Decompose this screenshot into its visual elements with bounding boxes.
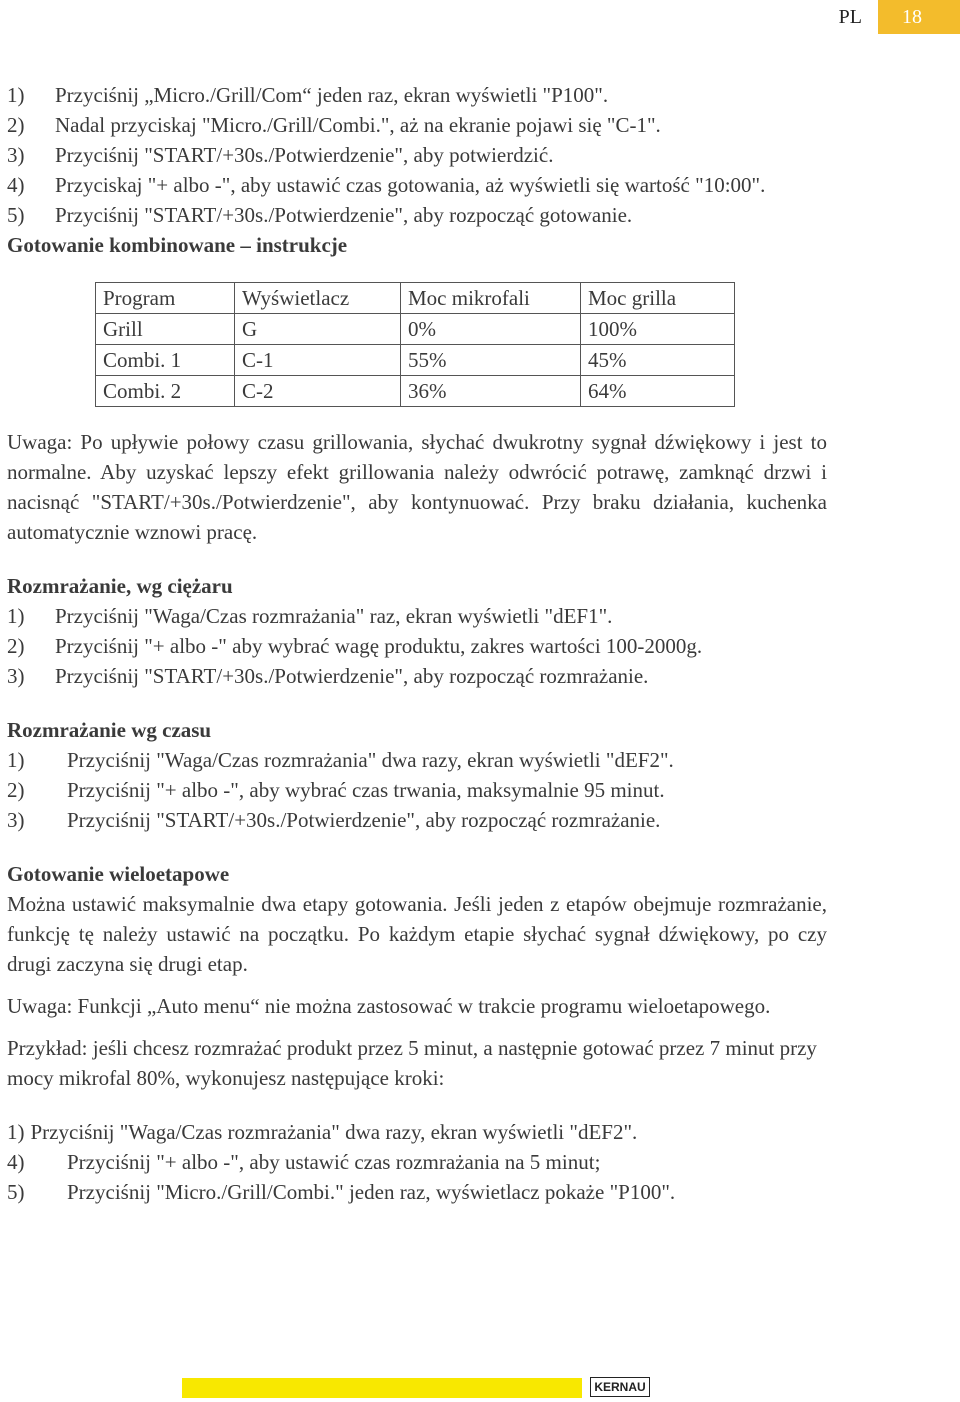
list-item: 2) Przyciśnij "+ albo -", aby wybrać czas trwania, maksymalnie 95 minut. — [7, 778, 665, 802]
list-item: 3) Przyciśnij "START/+30s./Potwierdzenie", aby rozpocząć rozmrażanie. — [7, 808, 661, 832]
multistage-paragraph: Można ustawić maksymalnie dwa etapy gotowania. Jeśli jeden z etapów obejmuje rozmrażanie, funkcję tę należy ustawić na początku. Po każdym etapie słychać sygnał dźwiękowy, po czy drugi zaczyna się drugi etap. — [7, 892, 827, 976]
table-header-cell: Wyświetlacz — [235, 283, 401, 314]
list-item: 1) Przyciśnij "Waga/Czas rozmrażania" dwa razy, ekran wyświetli "dEF2". — [7, 748, 674, 772]
multistage-example: Przykład: jeśli chcesz rozmrażać produkt przez 5 minut, a następnie gotować przez 7 minut przy mocy mikrofal 80%, wykonujesz następujące kroki: — [7, 1036, 817, 1090]
table-cell: 55% — [401, 345, 581, 376]
defrost-time-heading: Rozmrażanie wg czasu — [7, 718, 212, 742]
table-cell: C-2 — [235, 376, 401, 407]
combi-heading: Gotowanie kombinowane – instrukcje — [7, 233, 348, 257]
table-cell: C-1 — [235, 345, 401, 376]
list-item: 1) Przyciśnij "Waga/Czas rozmrażania" dwa razy, ekran wyświetli "dEF2". — [7, 1120, 638, 1144]
multistage-note: Uwaga: Funkcji „Auto menu“ nie można zastosować w trakcie programu wieloetapowego. — [7, 994, 771, 1018]
steps-list — [7, 80, 827, 230]
table-cell: Combi. 2 — [96, 376, 235, 407]
table-row — [96, 345, 735, 376]
list-item: 1) Przyciśnij „Micro./Grill/Com“ jeden raz, ekran wyświetli "P100". — [7, 83, 609, 107]
brand-logo: KERNAU — [590, 1377, 650, 1397]
list-item: 3) Przyciśnij "START/+30s./Potwierdzenie", aby potwierdzić. — [7, 143, 554, 167]
list-item: 1) Przyciśnij "Waga/Czas rozmrażania" raz, ekran wyświetli "dEF1". — [7, 604, 613, 628]
table-header-cell: Program — [96, 283, 235, 314]
table-cell: 36% — [401, 376, 581, 407]
table-cell: 45% — [581, 345, 735, 376]
language-label: PL — [838, 5, 862, 28]
table-row — [96, 283, 735, 314]
list-item: 2) Nadal przyciskaj "Micro./Grill/Combi.", aż na ekranie pojawi się "C-1". — [7, 113, 661, 137]
list-item: 5) Przyciśnij "START/+30s./Potwierdzenie", aby rozpocząć gotowanie. — [7, 203, 633, 227]
combi-note: Uwaga: Po upływie połowy czasu grillowania, słychać dwukrotny sygnał dźwiękowy i jest to normalne. Aby uzyskać lepszy efekt grillowania należy odwrócić potrawę, zamknąć drzwi i nacisnąć "START/+30s./Potwierdzenie", aby kontynuować. Przy braku działania, kuchenka automatycznie wznowi pracę. — [7, 430, 827, 544]
footer-bar — [182, 1378, 582, 1398]
list-item: 5) Przyciśnij "Micro./Grill/Combi." jeden raz, wyświetlacz pokaże "P100". — [7, 1180, 676, 1204]
list-item: 4) Przyciskaj "+ albo -", aby ustawić czas gotowania, aż wyświetli się wartość "10:00". — [7, 173, 766, 197]
table-cell: 100% — [581, 314, 735, 345]
table-row — [96, 376, 735, 407]
defrost-weight-heading: Rozmrażanie, wg ciężaru — [7, 574, 233, 598]
table-cell: G — [235, 314, 401, 345]
list-item: 3) Przyciśnij "START/+30s./Potwierdzenie", aby rozpocząć rozmrażanie. — [7, 664, 649, 688]
table-header-cell: Moc grilla — [581, 283, 735, 314]
table-cell: Combi. 1 — [96, 345, 235, 376]
table-cell: 64% — [581, 376, 735, 407]
page-header — [839, 0, 960, 34]
table-row — [96, 314, 735, 345]
list-item: 4) Przyciśnij "+ albo -", aby ustawić czas rozmrażania na 5 minut; — [7, 1150, 601, 1174]
list-item: 2) Przyciśnij "+ albo -" aby wybrać wagę produktu, zakres wartości 100-2000g. — [7, 634, 703, 658]
page-number: 18 — [878, 0, 960, 34]
combi-table — [95, 282, 735, 407]
table-cell: 0% — [401, 314, 581, 345]
multistage-heading: Gotowanie wieloetapowe — [7, 862, 230, 886]
table-header-cell: Moc mikrofali — [401, 283, 581, 314]
table-cell: Grill — [96, 314, 235, 345]
page-content — [7, 80, 827, 1207]
